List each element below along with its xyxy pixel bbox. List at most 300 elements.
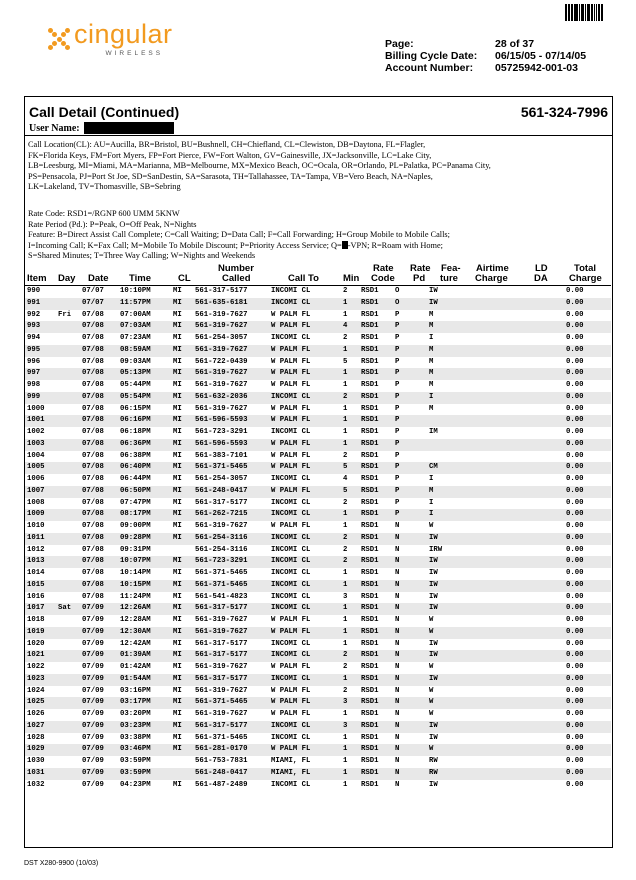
cell-total-charge: 0.00 <box>566 322 584 331</box>
cell-rate-period: N <box>395 545 400 554</box>
brand-sub: WIRELESS <box>105 50 164 57</box>
table-row <box>25 357 611 369</box>
cell-rate-period: N <box>395 616 400 624</box>
cell-call-to: W PALM FL <box>271 522 311 530</box>
cell-call-to: W PALM FL <box>271 381 311 389</box>
table-header <box>25 264 611 285</box>
table-row <box>25 310 611 322</box>
feature-line-2a: I=Incoming Call; K=Fax Call; M=Mobile To Mobile Discount; P=Priority Access Service; Q= <box>28 240 342 250</box>
cell-item: 1006 <box>27 475 45 483</box>
cell-minutes: 1 <box>343 780 348 789</box>
cell-feature: W <box>429 698 434 707</box>
cell-date: 07/08 <box>82 580 104 589</box>
cell-minutes: 2 <box>343 392 348 401</box>
cell-rate-period: N <box>395 768 400 777</box>
cell-date: 07/08 <box>82 510 104 519</box>
cell-rate-period: N <box>395 757 400 765</box>
cell-item: 1001 <box>27 416 45 425</box>
cell-number-called: 561-541-4823 <box>195 592 248 601</box>
cell-total-charge: 0.00 <box>566 392 584 401</box>
cell-total-charge: 0.00 <box>566 451 584 460</box>
cell-total-charge: 0.00 <box>566 780 584 789</box>
cell-date: 07/09 <box>82 698 104 707</box>
cell-rate-period: P <box>395 498 400 507</box>
table-row <box>25 674 611 686</box>
table-row <box>25 498 611 510</box>
cell-minutes: 1 <box>343 639 348 648</box>
cell-total-charge: 0.00 <box>566 310 584 319</box>
cell-number-called: 561-248-0417 <box>195 768 248 777</box>
cell-call-to: W PALM FL <box>271 357 311 366</box>
table-row <box>25 474 611 486</box>
cell-item: 1027 <box>27 721 45 730</box>
cell-feature: IW <box>429 733 438 742</box>
table-row <box>25 427 611 439</box>
cell-item: 1026 <box>27 710 45 718</box>
cell-minutes: 3 <box>343 698 348 707</box>
barcode-bar <box>587 4 588 21</box>
cell-number-called: 561-371-5465 <box>195 733 248 742</box>
cell-item: 1032 <box>27 780 45 789</box>
cell-time: 12:28AM <box>120 616 151 624</box>
cell-rate-code: RSD1 <box>361 310 379 319</box>
cell-item: 996 <box>27 357 41 366</box>
barcode-bar <box>602 4 603 21</box>
barcode-bar <box>588 4 590 21</box>
cell-minutes: 2 <box>343 533 348 542</box>
cell-feature: CM <box>429 463 438 472</box>
col-call-to: Call To <box>288 273 319 284</box>
cell-date: 07/09 <box>82 733 104 742</box>
feature-line-2b: -VPN; R=Roam with Home; <box>347 240 443 250</box>
cell-rate-code: RSD1 <box>361 757 379 765</box>
section-title: Call Detail (Continued) <box>29 104 180 120</box>
cell-item: 1029 <box>27 745 45 754</box>
cell-feature: RW <box>429 757 438 765</box>
cell-time: 10:15PM <box>120 580 151 589</box>
cell-call-location: MI <box>173 439 182 448</box>
cell-date: 07/08 <box>82 545 104 554</box>
page-label: Page: <box>385 38 414 50</box>
cell-number-called: 561-319-7627 <box>195 345 248 354</box>
cell-call-location: MI <box>173 710 182 718</box>
col-rate-code-1: Rate <box>373 263 394 274</box>
call-location-legend <box>28 140 610 193</box>
cell-rate-period: N <box>395 627 400 636</box>
cell-number-called: 561-596-5593 <box>195 439 248 448</box>
cell-minutes: 1 <box>343 522 348 530</box>
cell-time: 03:17PM <box>120 698 151 707</box>
cell-number-called: 561-635-6181 <box>195 298 248 307</box>
cell-feature: IW <box>429 651 438 660</box>
cell-time: 08:17PM <box>120 510 151 519</box>
cell-rate-period: P <box>395 439 400 448</box>
cell-number-called: 561-317-5177 <box>195 651 248 660</box>
cell-date: 07/08 <box>82 310 104 319</box>
cell-call-location: MI <box>173 651 182 660</box>
cell-minutes: 1 <box>343 369 348 378</box>
cell-rate-period: N <box>395 604 400 613</box>
cell-minutes: 4 <box>343 475 348 483</box>
cell-minutes: 1 <box>343 768 348 777</box>
cell-time: 10:14PM <box>120 569 151 577</box>
cell-date: 07/08 <box>82 392 104 401</box>
cell-item: 990 <box>27 287 41 295</box>
cell-rate-period: P <box>395 451 400 460</box>
cell-feature: W <box>429 663 434 671</box>
cell-minutes: 1 <box>343 616 348 624</box>
cell-call-location: MI <box>173 780 182 789</box>
cell-call-to: INCOMI CL <box>271 639 311 648</box>
billing-cycle-label: Billing Cycle Date: <box>385 50 478 62</box>
col-cl: CL <box>178 273 191 284</box>
cell-time: 10:10PM <box>120 287 151 295</box>
cell-minutes: 1 <box>343 298 348 307</box>
cell-time: 06:44PM <box>120 475 151 483</box>
cell-time: 12:42AM <box>120 639 151 648</box>
table-row <box>25 568 611 580</box>
cell-rate-code: RSD1 <box>361 604 379 613</box>
cell-minutes: 2 <box>343 663 348 671</box>
barcode-bar <box>585 4 586 21</box>
cell-call-to: INCOMI CL <box>271 557 311 566</box>
cell-total-charge: 0.00 <box>566 580 584 589</box>
table-row <box>25 603 611 615</box>
cell-item: 1030 <box>27 757 45 765</box>
cell-item: 1025 <box>27 698 45 707</box>
cell-call-location: MI <box>173 663 182 671</box>
cell-rate-period: P <box>395 486 400 495</box>
cell-feature: W <box>429 627 434 636</box>
table-row <box>25 439 611 451</box>
cell-date: 07/08 <box>82 322 104 331</box>
cell-call-location: MI <box>173 322 182 331</box>
cell-time: 06:50PM <box>120 486 151 495</box>
cell-feature: I <box>429 334 434 342</box>
cell-number-called: 561-723-3291 <box>195 428 248 436</box>
cell-call-to: W PALM FL <box>271 345 311 354</box>
call-detail-frame <box>24 96 613 848</box>
cell-rate-code: RSD1 <box>361 369 379 378</box>
cell-number-called: 561-248-0417 <box>195 486 248 495</box>
cell-date: 07/09 <box>82 686 104 695</box>
cell-minutes: 1 <box>343 310 348 319</box>
cell-minutes: 1 <box>343 757 348 765</box>
cell-feature: I <box>429 475 434 483</box>
cell-time: 12:26AM <box>120 604 151 613</box>
cell-number-called: 561-487-2489 <box>195 780 248 789</box>
cell-item: 1008 <box>27 498 45 507</box>
cell-total-charge: 0.00 <box>566 627 584 636</box>
cell-time: 09:00PM <box>120 522 151 530</box>
cell-item: 1009 <box>27 510 45 519</box>
cell-total-charge: 0.00 <box>566 334 584 342</box>
barcode-bar <box>591 4 593 21</box>
cell-rate-period: P <box>395 475 400 483</box>
cell-call-to: INCOMI CL <box>271 392 311 401</box>
cell-total-charge: 0.00 <box>566 651 584 660</box>
cell-rate-code: RSD1 <box>361 557 379 566</box>
cell-call-to: W PALM FL <box>271 616 311 624</box>
cell-rate-period: N <box>395 580 400 589</box>
cell-call-to: INCOMI CL <box>271 428 311 436</box>
feature-line-3: S=Shared Minutes; T=Three Way Calling; W=Nights and Weekends <box>28 251 256 260</box>
cell-total-charge: 0.00 <box>566 592 584 601</box>
cell-time: 03:38PM <box>120 733 151 742</box>
cell-rate-code: RSD1 <box>361 674 379 683</box>
cell-item: 994 <box>27 334 41 342</box>
cell-date: 07/08 <box>82 486 104 495</box>
cell-item: 997 <box>27 369 41 378</box>
cell-call-location: MI <box>173 604 182 613</box>
table-row <box>25 709 611 721</box>
barcode-bar <box>574 4 575 21</box>
cell-date: 07/08 <box>82 381 104 389</box>
cell-total-charge: 0.00 <box>566 345 584 354</box>
account-info <box>385 38 586 74</box>
cell-date: 07/09 <box>82 721 104 730</box>
cell-time: 06:38PM <box>120 451 151 460</box>
cell-call-to: INCOMI CL <box>271 334 311 342</box>
cell-call-location: MI <box>173 486 182 495</box>
cell-rate-code: RSD1 <box>361 545 379 554</box>
cell-feature: IW <box>429 780 438 789</box>
cell-call-location: MI <box>173 463 182 472</box>
cell-rate-code: RSD1 <box>361 745 379 754</box>
cell-call-to: INCOMI CL <box>271 733 311 742</box>
cell-number-called: 561-596-5593 <box>195 416 248 425</box>
cell-call-to: W PALM FL <box>271 686 311 695</box>
cell-time: 07:00AM <box>120 310 151 319</box>
cell-call-location: MI <box>173 569 182 577</box>
cell-total-charge: 0.00 <box>566 404 584 413</box>
cell-call-to: INCOMI CL <box>271 475 311 483</box>
cell-time: 11:57PM <box>120 298 151 307</box>
cell-number-called: 561-317-5177 <box>195 287 248 295</box>
cell-time: 03:46PM <box>120 745 151 754</box>
cell-minutes: 4 <box>343 322 348 331</box>
cell-call-location: MI <box>173 428 182 436</box>
cell-rate-period: P <box>395 345 400 354</box>
cell-minutes: 2 <box>343 686 348 695</box>
cell-number-called: 561-317-5177 <box>195 498 248 507</box>
col-rate-pd-1: Rate <box>410 263 431 274</box>
cell-date: 07/08 <box>82 451 104 460</box>
cell-total-charge: 0.00 <box>566 557 584 566</box>
col-total-2: Charge <box>569 273 602 284</box>
cell-rate-code: RSD1 <box>361 498 379 507</box>
table-row <box>25 697 611 709</box>
cell-item: 1003 <box>27 439 45 448</box>
cell-call-location: MI <box>173 369 182 378</box>
cell-date: 07/08 <box>82 404 104 413</box>
cell-date: 07/08 <box>82 522 104 530</box>
cell-date: 07/08 <box>82 357 104 366</box>
cell-call-location: MI <box>173 733 182 742</box>
cell-time: 04:23PM <box>120 780 151 789</box>
cell-total-charge: 0.00 <box>566 510 584 519</box>
cell-time: 09:31PM <box>120 545 151 554</box>
cell-call-to: INCOMI CL <box>271 580 311 589</box>
cell-rate-code: RSD1 <box>361 416 379 425</box>
cell-feature: I <box>429 510 434 519</box>
cell-date: 07/08 <box>82 463 104 472</box>
cell-item: 1002 <box>27 428 45 436</box>
col-day: Day <box>58 273 76 284</box>
cell-number-called: 561-383-7101 <box>195 451 248 460</box>
feature-line-2 <box>28 241 610 252</box>
cell-call-to: W PALM FL <box>271 463 311 472</box>
cell-item: 1021 <box>27 651 45 660</box>
col-item: Item <box>27 273 47 284</box>
cell-date: 07/08 <box>82 369 104 378</box>
table-row <box>25 580 611 592</box>
call-detail-table <box>25 263 611 789</box>
cell-date: 07/09 <box>82 757 104 765</box>
cell-time: 06:18PM <box>120 428 151 436</box>
cell-total-charge: 0.00 <box>566 287 584 295</box>
cell-feature: IW <box>429 721 438 730</box>
cell-call-to: INCOMI CL <box>271 674 311 683</box>
cell-time: 09:28PM <box>120 533 151 542</box>
cell-feature: M <box>429 357 434 366</box>
cell-time: 03:20PM <box>120 710 151 718</box>
cell-rate-period: N <box>395 663 400 671</box>
cell-total-charge: 0.00 <box>566 357 584 366</box>
cell-number-called: 561-319-7627 <box>195 616 248 624</box>
barcode-bar <box>565 4 567 21</box>
cell-item: 1023 <box>27 674 45 683</box>
cell-rate-period: N <box>395 733 400 742</box>
user-name-label: User Name: <box>29 122 80 134</box>
cell-time: 09:03AM <box>120 357 151 366</box>
cell-call-location: MI <box>173 345 182 354</box>
cell-number-called: 561-319-7627 <box>195 369 248 378</box>
barcode-bar <box>579 4 580 21</box>
cell-call-to: W PALM FL <box>271 322 311 331</box>
cell-minutes: 3 <box>343 721 348 730</box>
table-row <box>25 768 611 780</box>
cell-date: 07/09 <box>82 651 104 660</box>
cell-time: 06:15PM <box>120 404 151 413</box>
cell-minutes: 1 <box>343 416 348 425</box>
table-row <box>25 650 611 662</box>
cell-time: 06:40PM <box>120 463 151 472</box>
cell-rate-period: N <box>395 698 400 707</box>
table-row <box>25 509 611 521</box>
cell-rate-period: P <box>395 334 400 342</box>
barcode-bar <box>601 4 602 21</box>
cell-minutes: 2 <box>343 498 348 507</box>
cell-rate-code: RSD1 <box>361 768 379 777</box>
col-feature-2: ture <box>440 273 458 284</box>
table-row <box>25 780 611 792</box>
cell-time: 01:39AM <box>120 651 151 660</box>
cell-minutes: 1 <box>343 674 348 683</box>
cell-rate-code: RSD1 <box>361 780 379 789</box>
cell-rate-code: RSD1 <box>361 627 379 636</box>
cell-rate-code: RSD1 <box>361 381 379 389</box>
cell-rate-code: RSD1 <box>361 298 379 307</box>
cell-minutes: 2 <box>343 451 348 460</box>
cell-item: 1013 <box>27 557 45 566</box>
cell-minutes: 2 <box>343 334 348 342</box>
cell-number-called: 561-371-5465 <box>195 463 248 472</box>
cell-call-location: MI <box>173 298 182 307</box>
cell-number-called: 561-317-5177 <box>195 674 248 683</box>
rate-legend <box>28 209 610 262</box>
cell-minutes: 1 <box>343 428 348 436</box>
cell-call-location: MI <box>173 392 182 401</box>
cell-item: 993 <box>27 322 41 331</box>
cell-time: 07:47PM <box>120 498 151 507</box>
cell-time: 05:13PM <box>120 369 151 378</box>
cell-item: 1014 <box>27 569 45 577</box>
rate-period-line: Rate Period (Pd.): P=Peak, O=Off Peak, N=Nights <box>28 219 197 229</box>
cell-feature: W <box>429 522 434 530</box>
rate-code-line: Rate Code: RSD1=/RGNP 600 UMM 5KNW <box>28 209 180 218</box>
cell-item: 1010 <box>27 522 45 530</box>
cell-date: 07/08 <box>82 428 104 436</box>
barcode-bar <box>571 4 573 21</box>
cell-time: 05:54PM <box>120 392 151 401</box>
cell-minutes: 2 <box>343 557 348 566</box>
cell-rate-code: RSD1 <box>361 439 379 448</box>
cell-total-charge: 0.00 <box>566 486 584 495</box>
cell-feature: M <box>429 486 434 495</box>
cell-total-charge: 0.00 <box>566 674 584 683</box>
cell-minutes: 1 <box>343 745 348 754</box>
cell-number-called: 561-319-7627 <box>195 322 248 331</box>
col-total-1: Total <box>574 263 596 274</box>
cell-number-called: 561-262-7215 <box>195 510 248 519</box>
cell-rate-period: P <box>395 392 400 401</box>
table-body <box>25 286 611 791</box>
cell-time: 07:23AM <box>120 334 151 342</box>
table-row <box>25 615 611 627</box>
cell-day: Fri <box>58 310 72 319</box>
cell-feature: IW <box>429 569 438 577</box>
table-row <box>25 486 611 498</box>
form-code: DST X280-9900 (10/03) <box>24 860 99 867</box>
cell-date: 07/09 <box>82 663 104 671</box>
cell-minutes: 5 <box>343 357 348 366</box>
cell-rate-period: O <box>395 287 400 295</box>
cell-call-to: INCOMI CL <box>271 287 311 295</box>
cell-day: Sat <box>58 604 72 613</box>
cell-minutes: 3 <box>343 592 348 601</box>
cell-rate-period: P <box>395 369 400 378</box>
cell-minutes: 1 <box>343 604 348 613</box>
cell-item: 1028 <box>27 733 45 742</box>
cell-item: 998 <box>27 381 41 389</box>
cell-time: 05:44PM <box>120 381 151 389</box>
table-row <box>25 521 611 533</box>
cell-minutes: 1 <box>343 710 348 718</box>
cell-date: 07/07 <box>82 298 104 307</box>
cell-call-to: INCOMI CL <box>271 533 311 542</box>
table-row <box>25 415 611 427</box>
cell-rate-code: RSD1 <box>361 510 379 519</box>
cell-total-charge: 0.00 <box>566 545 584 554</box>
cell-number-called: 561-317-5177 <box>195 604 248 613</box>
cell-number-called: 561-371-5465 <box>195 698 248 707</box>
cell-date: 07/08 <box>82 557 104 566</box>
cell-call-location: MI <box>173 381 182 389</box>
cell-minutes: 5 <box>343 486 348 495</box>
cell-feature: W <box>429 745 434 754</box>
table-row <box>25 721 611 733</box>
